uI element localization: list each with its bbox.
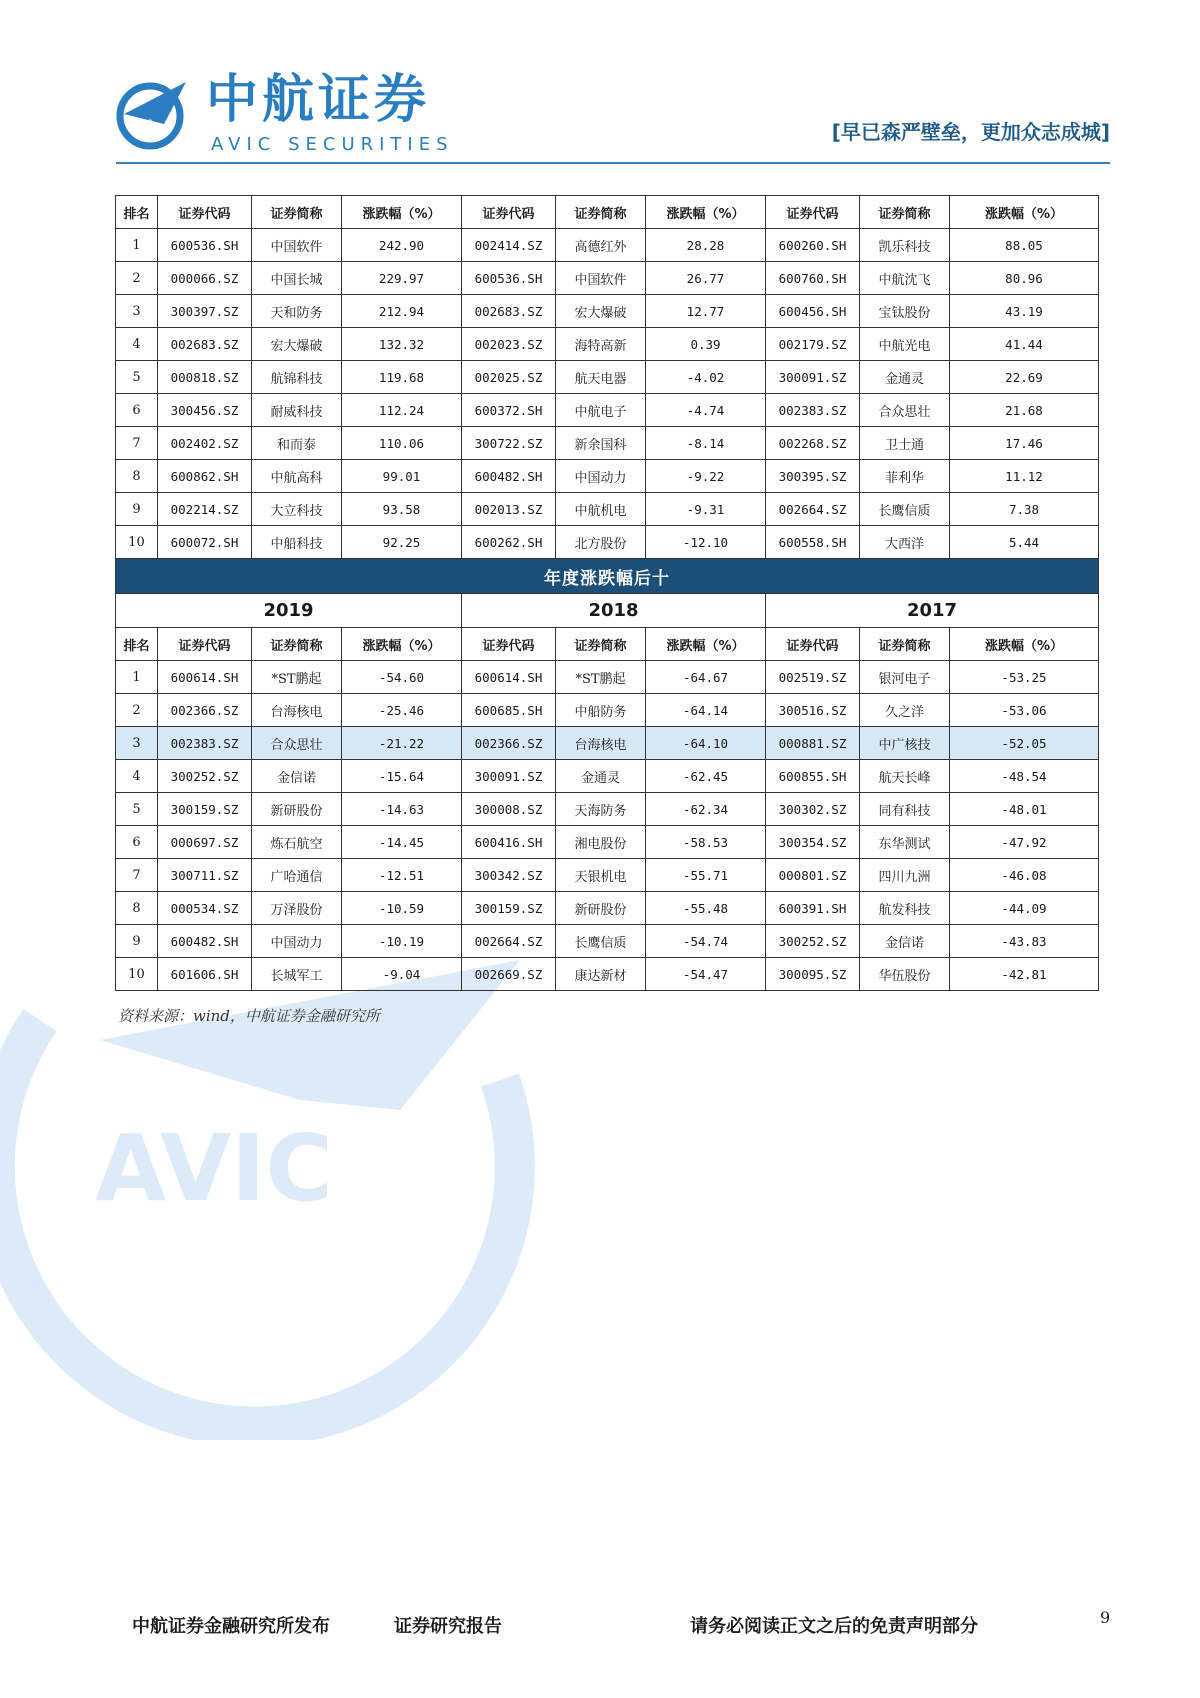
rank-cell: 10 [116, 526, 158, 559]
table-row [116, 328, 1099, 361]
change-cell: -53.06 [950, 694, 1099, 727]
code-cell: 002402.SZ [158, 427, 252, 460]
name-cell: 康达新材 [556, 958, 646, 991]
code-cell: 300252.SZ [158, 760, 252, 793]
rank-cell: 9 [116, 493, 158, 526]
name-cell: 新研股份 [252, 793, 342, 826]
change-cell: -52.05 [950, 727, 1099, 760]
change-cell: 21.68 [950, 394, 1099, 427]
code-cell: 300516.SZ [766, 694, 860, 727]
name-cell: 金通灵 [860, 361, 950, 394]
code-cell: 600416.SH [462, 826, 556, 859]
rank-cell: 7 [116, 859, 158, 892]
column-header: 涨跌幅（%） [646, 196, 766, 229]
code-cell: 600614.SH [158, 661, 252, 694]
name-cell: 台海核电 [556, 727, 646, 760]
change-cell: -55.71 [646, 859, 766, 892]
change-cell: 5.44 [950, 526, 1099, 559]
rank-cell: 1 [116, 661, 158, 694]
change-cell: -21.22 [342, 727, 462, 760]
code-cell: 300302.SZ [766, 793, 860, 826]
name-cell: 万泽股份 [252, 892, 342, 925]
code-cell: 300095.SZ [766, 958, 860, 991]
source-note: 资料来源：wind，中航证券金融研究所 [118, 1007, 380, 1025]
bottom-section-head [116, 559, 1099, 661]
name-cell: 中航光电 [860, 328, 950, 361]
name-cell: 航锦科技 [252, 361, 342, 394]
rank-cell: 10 [116, 958, 158, 991]
name-cell: 新余国科 [556, 427, 646, 460]
name-cell: 台海核电 [252, 694, 342, 727]
change-cell: -14.63 [342, 793, 462, 826]
code-cell: 000818.SZ [158, 361, 252, 394]
code-cell: 300091.SZ [462, 760, 556, 793]
name-cell: 宏大爆破 [556, 295, 646, 328]
code-cell: 600072.SH [158, 526, 252, 559]
column-header: 涨跌幅（%） [646, 628, 766, 661]
name-cell: 北方股份 [556, 526, 646, 559]
year-label: 2018 [462, 594, 766, 628]
name-cell: 东华测试 [860, 826, 950, 859]
name-cell: 新研股份 [556, 892, 646, 925]
code-cell: 600614.SH [462, 661, 556, 694]
column-header: 涨跌幅（%） [950, 196, 1099, 229]
code-cell: 002025.SZ [462, 361, 556, 394]
code-cell: 300008.SZ [462, 793, 556, 826]
name-cell: 中国动力 [252, 925, 342, 958]
page-footer [132, 1608, 1122, 1642]
name-cell: 中航高科 [252, 460, 342, 493]
name-cell: 航天电器 [556, 361, 646, 394]
change-cell: 229.97 [342, 262, 462, 295]
column-header: 排名 [116, 628, 158, 661]
page-header [116, 72, 1110, 168]
code-cell: 300722.SZ [462, 427, 556, 460]
name-cell: 菲利华 [860, 460, 950, 493]
section-title-row [116, 559, 1099, 594]
table-row [116, 892, 1099, 925]
code-cell: 000066.SZ [158, 262, 252, 295]
code-cell: 600685.SH [462, 694, 556, 727]
name-cell: 四川九洲 [860, 859, 950, 892]
code-cell: 300091.SZ [766, 361, 860, 394]
change-cell: -54.60 [342, 661, 462, 694]
name-cell: 海特高新 [556, 328, 646, 361]
table-row [116, 793, 1099, 826]
name-cell: 金信诺 [252, 760, 342, 793]
name-cell: 耐威科技 [252, 394, 342, 427]
code-cell: 000801.SZ [766, 859, 860, 892]
table-row [116, 526, 1099, 559]
footer-disclaimer: 请务必阅读正文之后的免责声明部分 [690, 1616, 978, 1637]
logo-chinese-name: 中航证券 [206, 70, 431, 130]
name-cell: 长城军工 [252, 958, 342, 991]
table-row [116, 826, 1099, 859]
code-cell: 002013.SZ [462, 493, 556, 526]
name-cell: 中国长城 [252, 262, 342, 295]
change-cell: 119.68 [342, 361, 462, 394]
change-cell: 26.77 [646, 262, 766, 295]
rank-cell: 2 [116, 694, 158, 727]
code-cell: 600260.SH [766, 229, 860, 262]
column-header: 证券简称 [556, 196, 646, 229]
change-cell: 132.32 [342, 328, 462, 361]
column-header: 证券简称 [860, 196, 950, 229]
code-cell: 002383.SZ [766, 394, 860, 427]
change-cell: 110.06 [342, 427, 462, 460]
table-row [116, 229, 1099, 262]
column-header: 涨跌幅（%） [342, 628, 462, 661]
name-cell: 中船防务 [556, 694, 646, 727]
name-cell: 中航机电 [556, 493, 646, 526]
change-cell: -58.53 [646, 826, 766, 859]
code-cell: 300354.SZ [766, 826, 860, 859]
code-cell: 600558.SH [766, 526, 860, 559]
table-row [116, 661, 1099, 694]
rank-cell: 5 [116, 361, 158, 394]
change-cell: -9.31 [646, 493, 766, 526]
rank-cell: 4 [116, 328, 158, 361]
header-divider [116, 162, 1110, 164]
name-cell: 同有科技 [860, 793, 950, 826]
change-cell: -53.25 [950, 661, 1099, 694]
change-cell: 88.05 [950, 229, 1099, 262]
avic-logo-icon [116, 78, 188, 150]
name-cell: 炼石航空 [252, 826, 342, 859]
code-cell: 002519.SZ [766, 661, 860, 694]
code-cell: 002383.SZ [158, 727, 252, 760]
code-cell: 600262.SH [462, 526, 556, 559]
code-cell: 002664.SZ [462, 925, 556, 958]
rank-cell: 5 [116, 793, 158, 826]
change-cell: -43.83 [950, 925, 1099, 958]
column-header: 证券简称 [252, 196, 342, 229]
change-cell: 22.69 [950, 361, 1099, 394]
table-row [116, 694, 1099, 727]
name-cell: 宏大爆破 [252, 328, 342, 361]
code-cell: 600456.SH [766, 295, 860, 328]
name-cell: 金通灵 [556, 760, 646, 793]
code-cell: 002179.SZ [766, 328, 860, 361]
change-cell: -12.10 [646, 526, 766, 559]
column-header: 证券代码 [462, 196, 556, 229]
name-cell: 长鹰信质 [860, 493, 950, 526]
code-cell: 002683.SZ [158, 328, 252, 361]
table-row [116, 460, 1099, 493]
code-cell: 601606.SH [158, 958, 252, 991]
bottom-section-title: 年度涨跌幅后十 [116, 559, 1099, 594]
name-cell: 金信诺 [860, 925, 950, 958]
code-cell: 002683.SZ [462, 295, 556, 328]
code-cell: 300159.SZ [158, 793, 252, 826]
name-cell: 天银机电 [556, 859, 646, 892]
change-cell: -64.14 [646, 694, 766, 727]
change-cell: -8.14 [646, 427, 766, 460]
column-header: 证券简称 [252, 628, 342, 661]
rank-cell: 6 [116, 394, 158, 427]
name-cell: 中广核技 [860, 727, 950, 760]
table-row [116, 859, 1099, 892]
code-cell: 600855.SH [766, 760, 860, 793]
code-cell: 002664.SZ [766, 493, 860, 526]
change-cell: -10.19 [342, 925, 462, 958]
change-cell: 17.46 [950, 427, 1099, 460]
table-row [116, 427, 1099, 460]
name-cell: *ST鹏起 [252, 661, 342, 694]
change-cell: 112.24 [342, 394, 462, 427]
change-cell: -55.48 [646, 892, 766, 925]
code-cell: 600536.SH [462, 262, 556, 295]
table-row [116, 958, 1099, 991]
code-cell: 002366.SZ [158, 694, 252, 727]
column-header: 证券简称 [556, 628, 646, 661]
change-cell: -14.45 [342, 826, 462, 859]
change-cell: -25.46 [342, 694, 462, 727]
footer-report-type: 证券研究报告 [394, 1616, 502, 1637]
ranking-table-wrapper [115, 195, 1098, 991]
column-header: 证券代码 [158, 628, 252, 661]
change-cell: -47.92 [950, 826, 1099, 859]
change-cell: -64.10 [646, 727, 766, 760]
change-cell: -4.74 [646, 394, 766, 427]
change-cell: 43.19 [950, 295, 1099, 328]
name-cell: 长鹰信质 [556, 925, 646, 958]
column-header: 涨跌幅（%） [950, 628, 1099, 661]
code-cell: 300397.SZ [158, 295, 252, 328]
table-row [116, 262, 1099, 295]
code-cell: 600391.SH [766, 892, 860, 925]
code-cell: 600862.SH [158, 460, 252, 493]
logo-badge: AVIC [132, 119, 153, 129]
change-cell: -48.01 [950, 793, 1099, 826]
column-header: 证券代码 [766, 196, 860, 229]
ranking-table [115, 195, 1099, 991]
change-cell: 242.90 [342, 229, 462, 262]
change-cell: -9.04 [342, 958, 462, 991]
change-cell: 99.01 [342, 460, 462, 493]
name-cell: 久之洋 [860, 694, 950, 727]
table-row [116, 760, 1099, 793]
table-row [116, 727, 1099, 760]
rank-cell: 6 [116, 826, 158, 859]
bottom-header-row [116, 628, 1099, 661]
rank-cell: 8 [116, 892, 158, 925]
code-cell: 002023.SZ [462, 328, 556, 361]
name-cell: 中船科技 [252, 526, 342, 559]
name-cell: 凯乐科技 [860, 229, 950, 262]
change-cell: -62.34 [646, 793, 766, 826]
rank-cell: 8 [116, 460, 158, 493]
change-cell: -54.47 [646, 958, 766, 991]
name-cell: 航发科技 [860, 892, 950, 925]
change-cell: 41.44 [950, 328, 1099, 361]
change-cell: -12.51 [342, 859, 462, 892]
rank-cell: 1 [116, 229, 158, 262]
top-header-row [116, 196, 1099, 229]
change-cell: 7.38 [950, 493, 1099, 526]
year-label: 2017 [766, 594, 1099, 628]
column-header: 排名 [116, 196, 158, 229]
code-cell: 000534.SZ [158, 892, 252, 925]
code-cell: 300159.SZ [462, 892, 556, 925]
change-cell: 92.25 [342, 526, 462, 559]
column-header: 涨跌幅（%） [342, 196, 462, 229]
page-number: 9 [1100, 1608, 1111, 1627]
code-cell: 600482.SH [462, 460, 556, 493]
code-cell: 002414.SZ [462, 229, 556, 262]
code-cell: 300342.SZ [462, 859, 556, 892]
change-cell: 212.94 [342, 295, 462, 328]
rank-cell: 2 [116, 262, 158, 295]
change-cell: 93.58 [342, 493, 462, 526]
name-cell: 华伍股份 [860, 958, 950, 991]
table-row [116, 493, 1099, 526]
code-cell: 002669.SZ [462, 958, 556, 991]
change-cell: 28.28 [646, 229, 766, 262]
column-header: 证券代码 [462, 628, 556, 661]
change-cell: -4.02 [646, 361, 766, 394]
name-cell: 卫士通 [860, 427, 950, 460]
code-cell: 000697.SZ [158, 826, 252, 859]
code-cell: 600760.SH [766, 262, 860, 295]
name-cell: 中国软件 [556, 262, 646, 295]
column-header: 证券代码 [158, 196, 252, 229]
change-cell: -9.22 [646, 460, 766, 493]
change-cell: -15.64 [342, 760, 462, 793]
footer-publisher: 中航证券金融研究所发布 [132, 1616, 330, 1637]
table-row [116, 394, 1099, 427]
change-cell: -10.59 [342, 892, 462, 925]
top-ten-body [116, 196, 1099, 559]
change-cell: 80.96 [950, 262, 1099, 295]
change-cell: -54.74 [646, 925, 766, 958]
name-cell: 银河电子 [860, 661, 950, 694]
name-cell: 中航沈飞 [860, 262, 950, 295]
rank-cell: 9 [116, 925, 158, 958]
code-cell: 600482.SH [158, 925, 252, 958]
code-cell: 300456.SZ [158, 394, 252, 427]
table-row [116, 295, 1099, 328]
name-cell: 航天长峰 [860, 760, 950, 793]
rank-cell: 3 [116, 727, 158, 760]
rank-cell: 7 [116, 427, 158, 460]
name-cell: 和而泰 [252, 427, 342, 460]
code-cell: 300395.SZ [766, 460, 860, 493]
watermark-text: AVIC [95, 1115, 333, 1222]
change-cell: 12.77 [646, 295, 766, 328]
rank-cell: 3 [116, 295, 158, 328]
name-cell: 宝钛股份 [860, 295, 950, 328]
name-cell: 合众思壮 [252, 727, 342, 760]
change-cell: -42.81 [950, 958, 1099, 991]
code-cell: 002268.SZ [766, 427, 860, 460]
code-cell: 002214.SZ [158, 493, 252, 526]
avic-watermark [0, 960, 560, 1440]
code-cell: 300711.SZ [158, 859, 252, 892]
change-cell: 0.39 [646, 328, 766, 361]
change-cell: -48.54 [950, 760, 1099, 793]
year-label: 2019 [116, 594, 462, 628]
code-cell: 600372.SH [462, 394, 556, 427]
name-cell: 大西洋 [860, 526, 950, 559]
name-cell: 合众思壮 [860, 394, 950, 427]
name-cell: 中航电子 [556, 394, 646, 427]
change-cell: -64.67 [646, 661, 766, 694]
rank-cell: 4 [116, 760, 158, 793]
name-cell: *ST鹏起 [556, 661, 646, 694]
name-cell: 中国动力 [556, 460, 646, 493]
name-cell: 中国软件 [252, 229, 342, 262]
change-cell: -46.08 [950, 859, 1099, 892]
name-cell: 大立科技 [252, 493, 342, 526]
change-cell: -44.09 [950, 892, 1099, 925]
table-row [116, 361, 1099, 394]
name-cell: 高德红外 [556, 229, 646, 262]
name-cell: 天海防务 [556, 793, 646, 826]
year-row [116, 594, 1099, 628]
header-slogan: [早已森严壁垒，更加众志成城] [831, 120, 1110, 144]
table-row [116, 925, 1099, 958]
column-header: 证券代码 [766, 628, 860, 661]
name-cell: 天和防务 [252, 295, 342, 328]
logo-english-name: AVIC SECURITIES [211, 134, 454, 155]
code-cell: 002366.SZ [462, 727, 556, 760]
bottom-ten-body [116, 661, 1099, 991]
name-cell: 湘电股份 [556, 826, 646, 859]
code-cell: 000881.SZ [766, 727, 860, 760]
change-cell: 11.12 [950, 460, 1099, 493]
column-header: 证券简称 [860, 628, 950, 661]
code-cell: 300252.SZ [766, 925, 860, 958]
change-cell: -62.45 [646, 760, 766, 793]
name-cell: 广哈通信 [252, 859, 342, 892]
code-cell: 600536.SH [158, 229, 252, 262]
